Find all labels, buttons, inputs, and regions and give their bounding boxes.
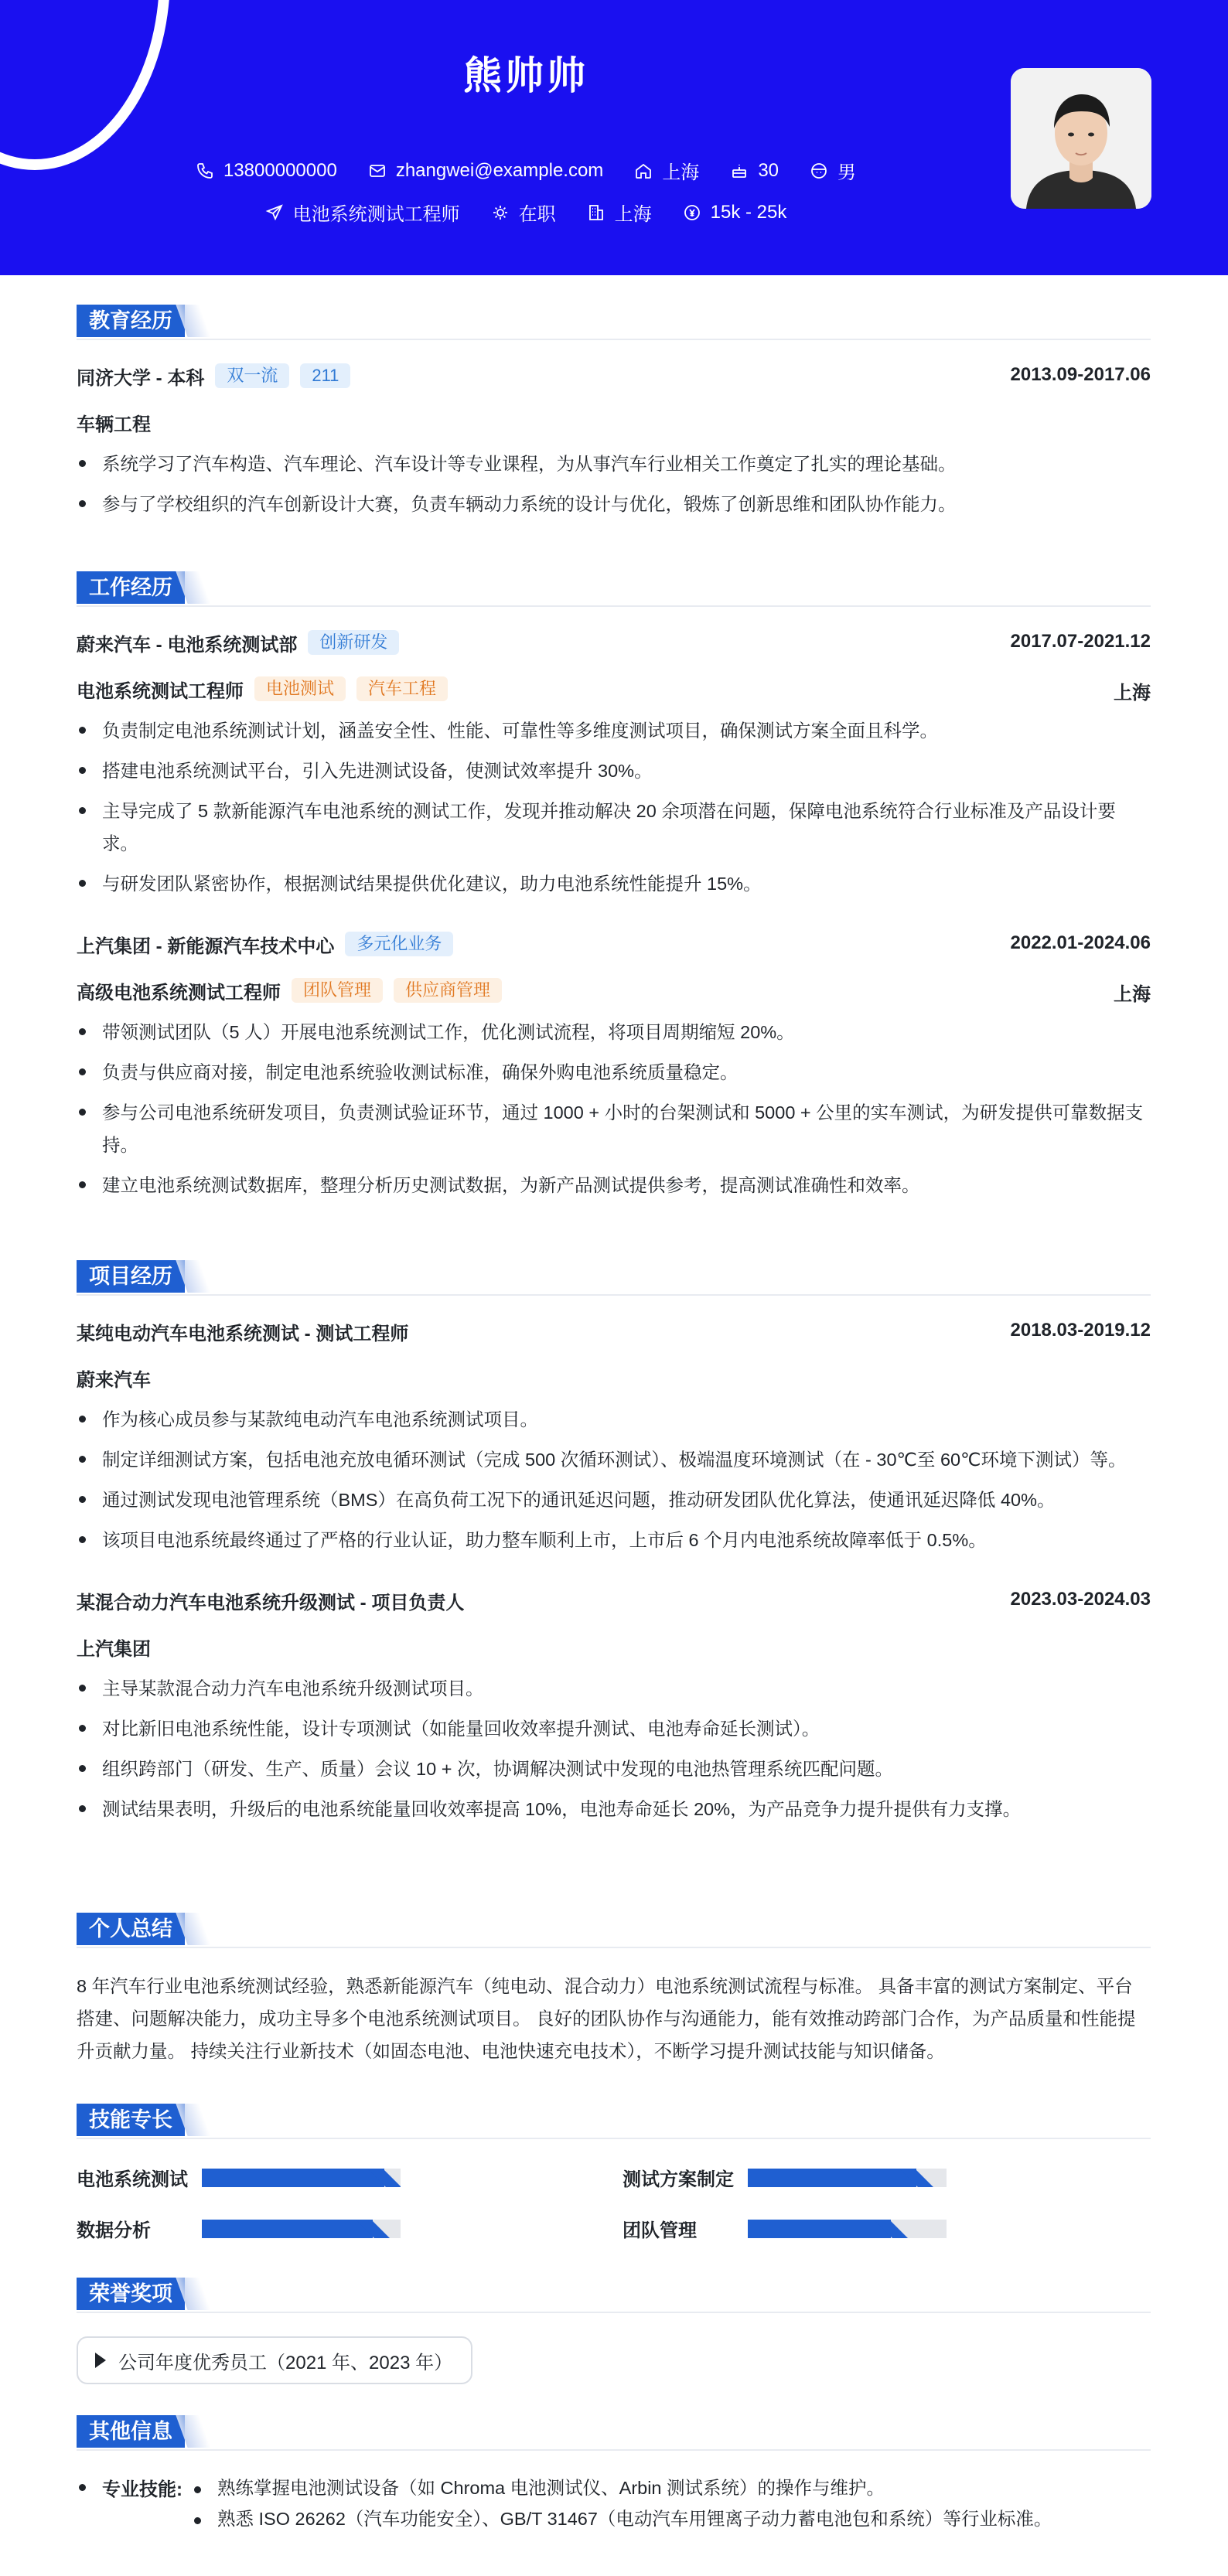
skill-bar-track xyxy=(202,2169,401,2187)
school-tag: 211 xyxy=(300,363,350,388)
job-bullets xyxy=(77,1016,1151,1201)
candidate-name: 熊帅帅 xyxy=(463,54,588,97)
phone-text: 13800000000 xyxy=(223,159,337,181)
other-label: 专业技能: xyxy=(77,2474,182,2501)
job-period: 2017.07-2021.12 xyxy=(1010,631,1151,652)
awards-section xyxy=(77,2278,1151,2384)
list-item: 对比新旧电池系统性能，设计专项测试（如能量回收效率提升测试、电池寿命延长测试）。 xyxy=(77,1712,1151,1745)
job-title-text: 电池系统测试工程师 xyxy=(292,204,460,225)
list-item: 与研发团队紧密协作，根据测试结果提供优化建议，助力电池系统性能提升 15%。 xyxy=(77,867,1151,900)
job-company-row xyxy=(77,932,1151,956)
status-icon xyxy=(491,203,510,222)
list-item: 该项目电池系统最终通过了严格的行业认证，助力整车顺利上市，上市后 6 个月内电池系统故障率低于 0.5%。 xyxy=(77,1524,1151,1556)
project-bullets xyxy=(77,1672,1151,1825)
summary-text: 8 年汽车行业电池系统测试经验，熟悉新能源汽车（纯电动、混合动力）电池系统测试流程与标准。 具备丰富的测试方案制定、平台搭建、问题解决能力，成功主导多个电池系统测试项目。 良好的团队协作与沟通能力，能有效推动跨部门合作，为产品质量和性能提升贡献力量。 持续关注行业新技术（如固态电池、电池快速充电技术），不断学习提升测试技能与知识储备。 xyxy=(77,1976,1136,2061)
list-item: 作为核心成员参与某款纯电动汽车电池系统测试项目。 xyxy=(77,1403,1151,1436)
hometown-info xyxy=(634,157,699,184)
education-section xyxy=(77,305,1151,520)
project-row xyxy=(77,1320,1151,1343)
age-info xyxy=(730,160,779,182)
skill-bar-track xyxy=(748,2169,947,2187)
money-icon xyxy=(683,203,701,222)
major-name: 车辆工程 xyxy=(77,414,151,435)
list-item: 组织跨部门（研发、生产、质量）会议 10 + 次，协调解决测试中发现的电池热管理系统匹配问题。 xyxy=(77,1753,1151,1785)
job-location: 上海 xyxy=(1114,683,1151,704)
job-title-info xyxy=(265,199,460,226)
section-title: 其他信息 xyxy=(77,2415,185,2448)
section-header xyxy=(77,305,1151,340)
list-item: 系统学习了汽车构造、汽车理论、汽车设计等专业课程，为从事汽车行业相关工作奠定了扎实的理论基础。 xyxy=(77,448,1151,480)
gender-text: 男 xyxy=(837,162,857,183)
education-row xyxy=(77,364,1151,387)
section-title: 教育经历 xyxy=(77,305,185,337)
project-name: 某纯电动汽车电池系统测试 - 测试工程师 xyxy=(77,1323,409,1344)
section-title: 个人总结 xyxy=(77,1913,185,1945)
contact-row xyxy=(0,157,1052,184)
education-bullets xyxy=(77,448,1151,520)
project-org-row xyxy=(77,1366,1151,1389)
work-section xyxy=(77,571,1151,1201)
salary-text: 15k - 25k xyxy=(710,201,787,223)
building-icon xyxy=(587,203,605,222)
section-header xyxy=(77,1260,1151,1296)
skill-bar-track xyxy=(202,2220,401,2238)
school-name: 同济大学 - 本科 xyxy=(77,367,205,389)
skill-bar-fill xyxy=(748,2169,916,2187)
skill-item xyxy=(623,2215,947,2242)
skill-label: 电池系统测试 xyxy=(77,2169,188,2190)
position-tag: 供应商管理 xyxy=(394,978,502,1003)
project-org-row xyxy=(77,1635,1151,1658)
award-text: 公司年度优秀员工（2021 年、2023 年） xyxy=(118,2352,453,2373)
project-org: 蔚来汽车 xyxy=(77,1369,151,1391)
city-info xyxy=(587,199,652,226)
skill-item xyxy=(623,2164,947,2191)
company-tag: 创新研发 xyxy=(308,630,399,655)
status-info xyxy=(491,199,556,226)
skill-bar-fill xyxy=(202,2220,373,2238)
position-name: 电池系统测试工程师 xyxy=(77,680,244,702)
section-header xyxy=(77,2104,1151,2139)
list-item: 测试结果表明，升级后的电池系统能量回收效率提高 10%，电池寿命延长 20%，为产品竞争力提升提供有力支撑。 xyxy=(77,1793,1151,1825)
section-title: 工作经历 xyxy=(77,571,185,604)
list-item: 搭建电池系统测试平台，引入先进测试设备，使测试效率提升 30%。 xyxy=(77,755,1151,787)
hometown-text: 上海 xyxy=(662,162,700,183)
list-item: 建立电池系统测试数据库，整理分析历史测试数据，为新产品测试提供参考，提高测试准确性和效率。 xyxy=(77,1169,1151,1201)
list-item: 负责与供应商对接，制定电池系统验收测试标准，确保外购电池系统质量稳定。 xyxy=(77,1056,1151,1089)
position-tag: 汽车工程 xyxy=(356,676,448,701)
section-title: 技能专长 xyxy=(77,2104,185,2136)
project-name: 某混合动力汽车电池系统升级测试 - 项目负责人 xyxy=(77,1592,465,1613)
section-header xyxy=(77,571,1151,607)
position-tag: 团队管理 xyxy=(292,978,383,1003)
section-header xyxy=(77,1913,1151,1948)
list-item: 参与了学校组织的汽车创新设计大赛，负责车辆动力系统的设计与优化，锻炼了创新思维和团队协作能力。 xyxy=(77,488,1151,520)
major-row xyxy=(77,411,1151,434)
avatar xyxy=(1011,68,1151,209)
project-period: 2023.03-2024.03 xyxy=(1010,1589,1151,1610)
list-item: 主导完成了 5 款新能源汽车电池系统的测试工作，发现并推动解决 20 余项潜在问题，保障电池系统符合行业标准及产品设计要求。 xyxy=(77,795,1151,860)
resume-header xyxy=(0,0,1228,275)
skill-bar-fill xyxy=(202,2169,384,2187)
education-period: 2013.09-2017.06 xyxy=(1010,364,1151,385)
summary-section xyxy=(77,1913,1151,2067)
list-item: 制定详细测试方案，包括电池充放电循环测试（完成 500 次循环测试）、极端温度环境测试（在 - 30℃至 60℃环境下测试）等。 xyxy=(77,1443,1151,1476)
skills-section xyxy=(77,2104,1151,2243)
job-position-row xyxy=(77,677,1151,704)
email-text: zhangwei@example.com xyxy=(395,159,604,181)
project-period: 2018.03-2019.12 xyxy=(1010,1320,1151,1341)
projects-section xyxy=(77,1260,1151,1825)
project-row xyxy=(77,1589,1151,1612)
company-name: 蔚来汽车 - 电池系统测试部 xyxy=(77,634,298,656)
project-bullets xyxy=(77,1403,1151,1556)
send-icon xyxy=(265,203,284,222)
position-tag: 电池测试 xyxy=(254,676,346,701)
section-title: 荣誉奖项 xyxy=(77,2278,185,2310)
skill-label: 测试方案制定 xyxy=(623,2169,734,2190)
user-icon xyxy=(810,162,828,180)
job-bullets xyxy=(77,714,1151,900)
phone-icon xyxy=(196,162,214,180)
other-bullets xyxy=(192,2474,1151,2533)
skill-label: 团队管理 xyxy=(623,2220,697,2241)
job-period: 2022.01-2024.06 xyxy=(1010,932,1151,953)
city-text: 上海 xyxy=(614,204,652,225)
other-section xyxy=(77,2415,1151,2570)
company-tag: 多元化业务 xyxy=(345,932,453,956)
list-item: 参与公司电池系统研发项目，负责测试验证环节，通过 1000 + 小时的台架测试和 5000 + 公里的实车测试，为研发提供可靠数据支持。 xyxy=(77,1096,1151,1161)
job-company-row xyxy=(77,631,1151,654)
school-tag: 双一流 xyxy=(215,363,289,388)
expand-triangle-icon[interactable] xyxy=(95,2353,106,2368)
skill-bar-fill xyxy=(748,2220,891,2238)
award-item[interactable] xyxy=(77,2336,472,2384)
section-title: 项目经历 xyxy=(77,1260,185,1293)
position-name: 高级电池系统测试工程师 xyxy=(77,982,281,1003)
list-item: 熟悉 ISO 26262（汽车功能安全）、GB/T 31467（电动汽车用锂离子动力蓄电池包和系统）等行业标准。 xyxy=(192,2505,1151,2533)
section-header xyxy=(77,2278,1151,2313)
mail-icon xyxy=(368,162,387,180)
project-org: 上汽集团 xyxy=(77,1638,151,1660)
age-text: 30 xyxy=(758,159,779,181)
job-row xyxy=(0,199,1052,226)
status-text: 在职 xyxy=(518,204,556,225)
job-position-row xyxy=(77,979,1151,1005)
cake-icon xyxy=(730,162,749,180)
salary-info xyxy=(683,202,787,223)
job-location: 上海 xyxy=(1114,984,1151,1005)
list-item: 通过测试发现电池管理系统（BMS）在高负荷工况下的通讯延迟问题，推动研发团队优化算法，使通讯延迟降低 40%。 xyxy=(77,1484,1151,1516)
list-item: 带领测试团队（5 人）开展电池系统测试工作，优化测试流程，将项目周期缩短 20%。 xyxy=(77,1016,1151,1048)
company-name: 上汽集团 - 新能源汽车技术中心 xyxy=(77,935,335,957)
skill-bar-track xyxy=(748,2220,947,2238)
home-icon xyxy=(634,162,653,180)
section-header xyxy=(77,2415,1151,2451)
list-item: 熟练掌握电池测试设备（如 Chroma 电池测试仪、Arbin 测试系统）的操作与维护。 xyxy=(192,2474,1151,2502)
skill-item xyxy=(77,2215,401,2242)
skill-label: 数据分析 xyxy=(77,2220,151,2241)
skill-item xyxy=(77,2164,401,2191)
phone-info xyxy=(196,160,337,182)
list-item: 主导某款混合动力汽车电池系统升级测试项目。 xyxy=(77,1672,1151,1705)
gender-info xyxy=(810,157,856,184)
list-item: 负责制定电池系统测试计划，涵盖安全性、性能、可靠性等多维度测试项目，确保测试方案全面且科学。 xyxy=(77,714,1151,747)
email-info xyxy=(368,160,604,182)
